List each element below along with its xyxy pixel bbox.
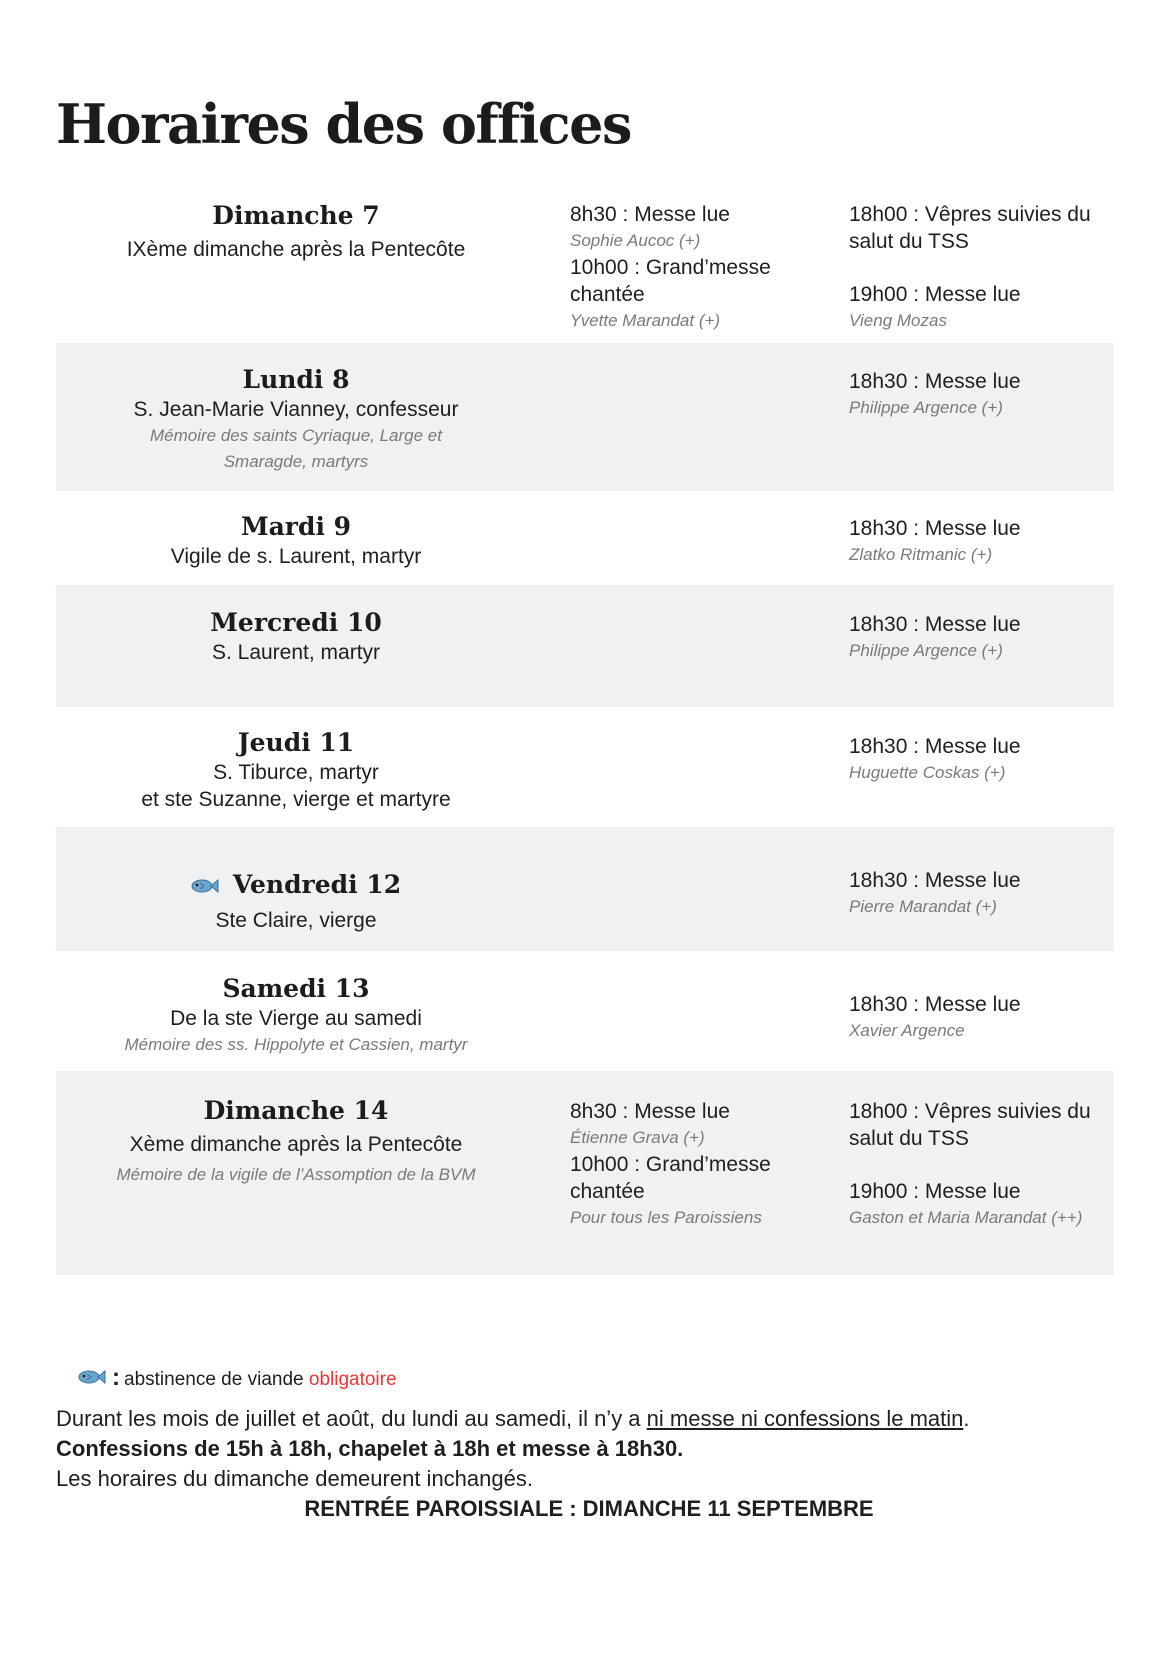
feast-label: De la ste Vierge au samedi <box>170 1007 422 1030</box>
fish-icon <box>191 871 219 903</box>
feast-label: IXème dimanche après la Pentecôte <box>126 238 466 261</box>
day-row <box>56 1071 1114 1275</box>
service-time: 8h30 : Messe lue <box>570 1100 730 1123</box>
fish-icon <box>78 1368 106 1392</box>
feast-label: S. Laurent, martyr <box>211 641 381 664</box>
mass-intention: Vieng Mozas <box>849 311 947 330</box>
service-time: 18h30 : Messe lue <box>849 735 1021 758</box>
page-title: Horaires des offices <box>56 92 631 156</box>
service-time: 19h00 : Messe lue <box>849 283 1021 306</box>
day-row <box>56 491 1114 585</box>
service-time: 18h00 : Vêpres suivies du salut du TSS <box>849 1100 1091 1150</box>
day-row <box>56 200 1114 343</box>
day-name-with-icon <box>56 869 536 903</box>
service-time: 19h00 : Messe lue <box>849 1180 1021 1203</box>
memorial-label: Mémoire de la vigile de l’Assomption de la BVM <box>116 1165 476 1184</box>
feast-label: S. Tiburce, martyr <box>213 761 379 784</box>
service-time: 18h30 : Messe lue <box>849 517 1021 540</box>
day-name: Mardi 9 <box>240 512 352 541</box>
notes-block <box>56 1404 1116 1524</box>
note-line <box>56 1404 1116 1434</box>
mass-intention: Yvette Marandat (+) <box>570 311 721 330</box>
service-time: 18h30 : Messe lue <box>849 370 1021 393</box>
service-time: 18h00 : Vêpres suivies du salut du TSS <box>849 203 1091 253</box>
feast-label: S. Jean-Marie Vianney, confesseur <box>133 398 459 421</box>
memorial-label: Mémoire des saints Cyriaque, Large et Smaragde, martyrs <box>150 426 442 471</box>
day-row <box>56 585 1114 707</box>
mass-intention: Philippe Argence (+) <box>849 641 1003 660</box>
mass-intention: Pour tous les Paroissiens <box>570 1208 762 1227</box>
mass-intention: Étienne Grava (+) <box>570 1128 705 1147</box>
feast-label: Xème dimanche après la Pentecôte <box>129 1133 463 1156</box>
day-name: Dimanche 14 <box>203 1096 389 1125</box>
service-time: 10h00 : Grand’messe chantée <box>570 256 771 306</box>
note-text: Durant les mois de juillet et août, du lundi au samedi, il n’y a <box>56 1406 641 1431</box>
day-name: Mercredi 10 <box>210 608 382 637</box>
note-line: Confessions de 15h à 18h, chapelet à 18h et messe à 18h30. <box>56 1436 684 1461</box>
rentree-announcement: RENTRÉE PAROISSIALE : DIMANCHE 11 SEPTEMBRE <box>304 1496 874 1521</box>
legend-colon: : <box>112 1364 120 1391</box>
note-text: . <box>963 1406 970 1431</box>
mass-intention: Huguette Coskas (+) <box>849 763 1006 782</box>
day-name: Jeudi 11 <box>237 728 355 757</box>
feast-label: Ste Claire, vierge <box>215 908 377 932</box>
day-row <box>56 343 1114 491</box>
legend-emphasis: obligatoire <box>308 1369 397 1390</box>
service-time: 18h30 : Messe lue <box>849 993 1021 1016</box>
day-name: Dimanche 7 <box>212 201 380 230</box>
day-name: Samedi 13 <box>222 974 370 1003</box>
day-name: Vendredi 12 <box>232 870 402 899</box>
service-time: 10h00 : Grand’messe chantée <box>570 1153 771 1203</box>
feast-label: et ste Suzanne, vierge et martyre <box>141 788 451 811</box>
service-time: 18h30 : Messe lue <box>849 613 1021 636</box>
schedule-table <box>56 200 1114 1275</box>
memorial-label: Mémoire des ss. Hippolyte et Cassien, martyr <box>124 1035 468 1054</box>
day-row <box>56 827 1114 951</box>
note-underlined: ni messe ni confessions le matin <box>646 1406 964 1431</box>
fish-legend <box>78 1364 397 1392</box>
mass-intention: Sophie Aucoc (+) <box>570 231 701 250</box>
day-row <box>56 707 1114 827</box>
service-time: 8h30 : Messe lue <box>570 203 730 226</box>
service-time: 18h30 : Messe lue <box>849 869 1021 892</box>
mass-intention: Philippe Argence (+) <box>849 398 1003 417</box>
mass-intention: Xavier Argence <box>849 1021 965 1040</box>
day-row <box>56 951 1114 1071</box>
mass-intention: Pierre Marandat (+) <box>849 897 997 916</box>
mass-intention: Zlatko Ritmanic (+) <box>849 545 993 564</box>
legend-text: abstinence de viande <box>124 1369 304 1390</box>
feast-label: Vigile de s. Laurent, martyr <box>170 545 422 568</box>
mass-intention: Gaston et Maria Marandat (++) <box>849 1208 1083 1227</box>
day-name: Lundi 8 <box>242 365 350 394</box>
note-line: Les horaires du dimanche demeurent inchangés. <box>56 1466 533 1491</box>
